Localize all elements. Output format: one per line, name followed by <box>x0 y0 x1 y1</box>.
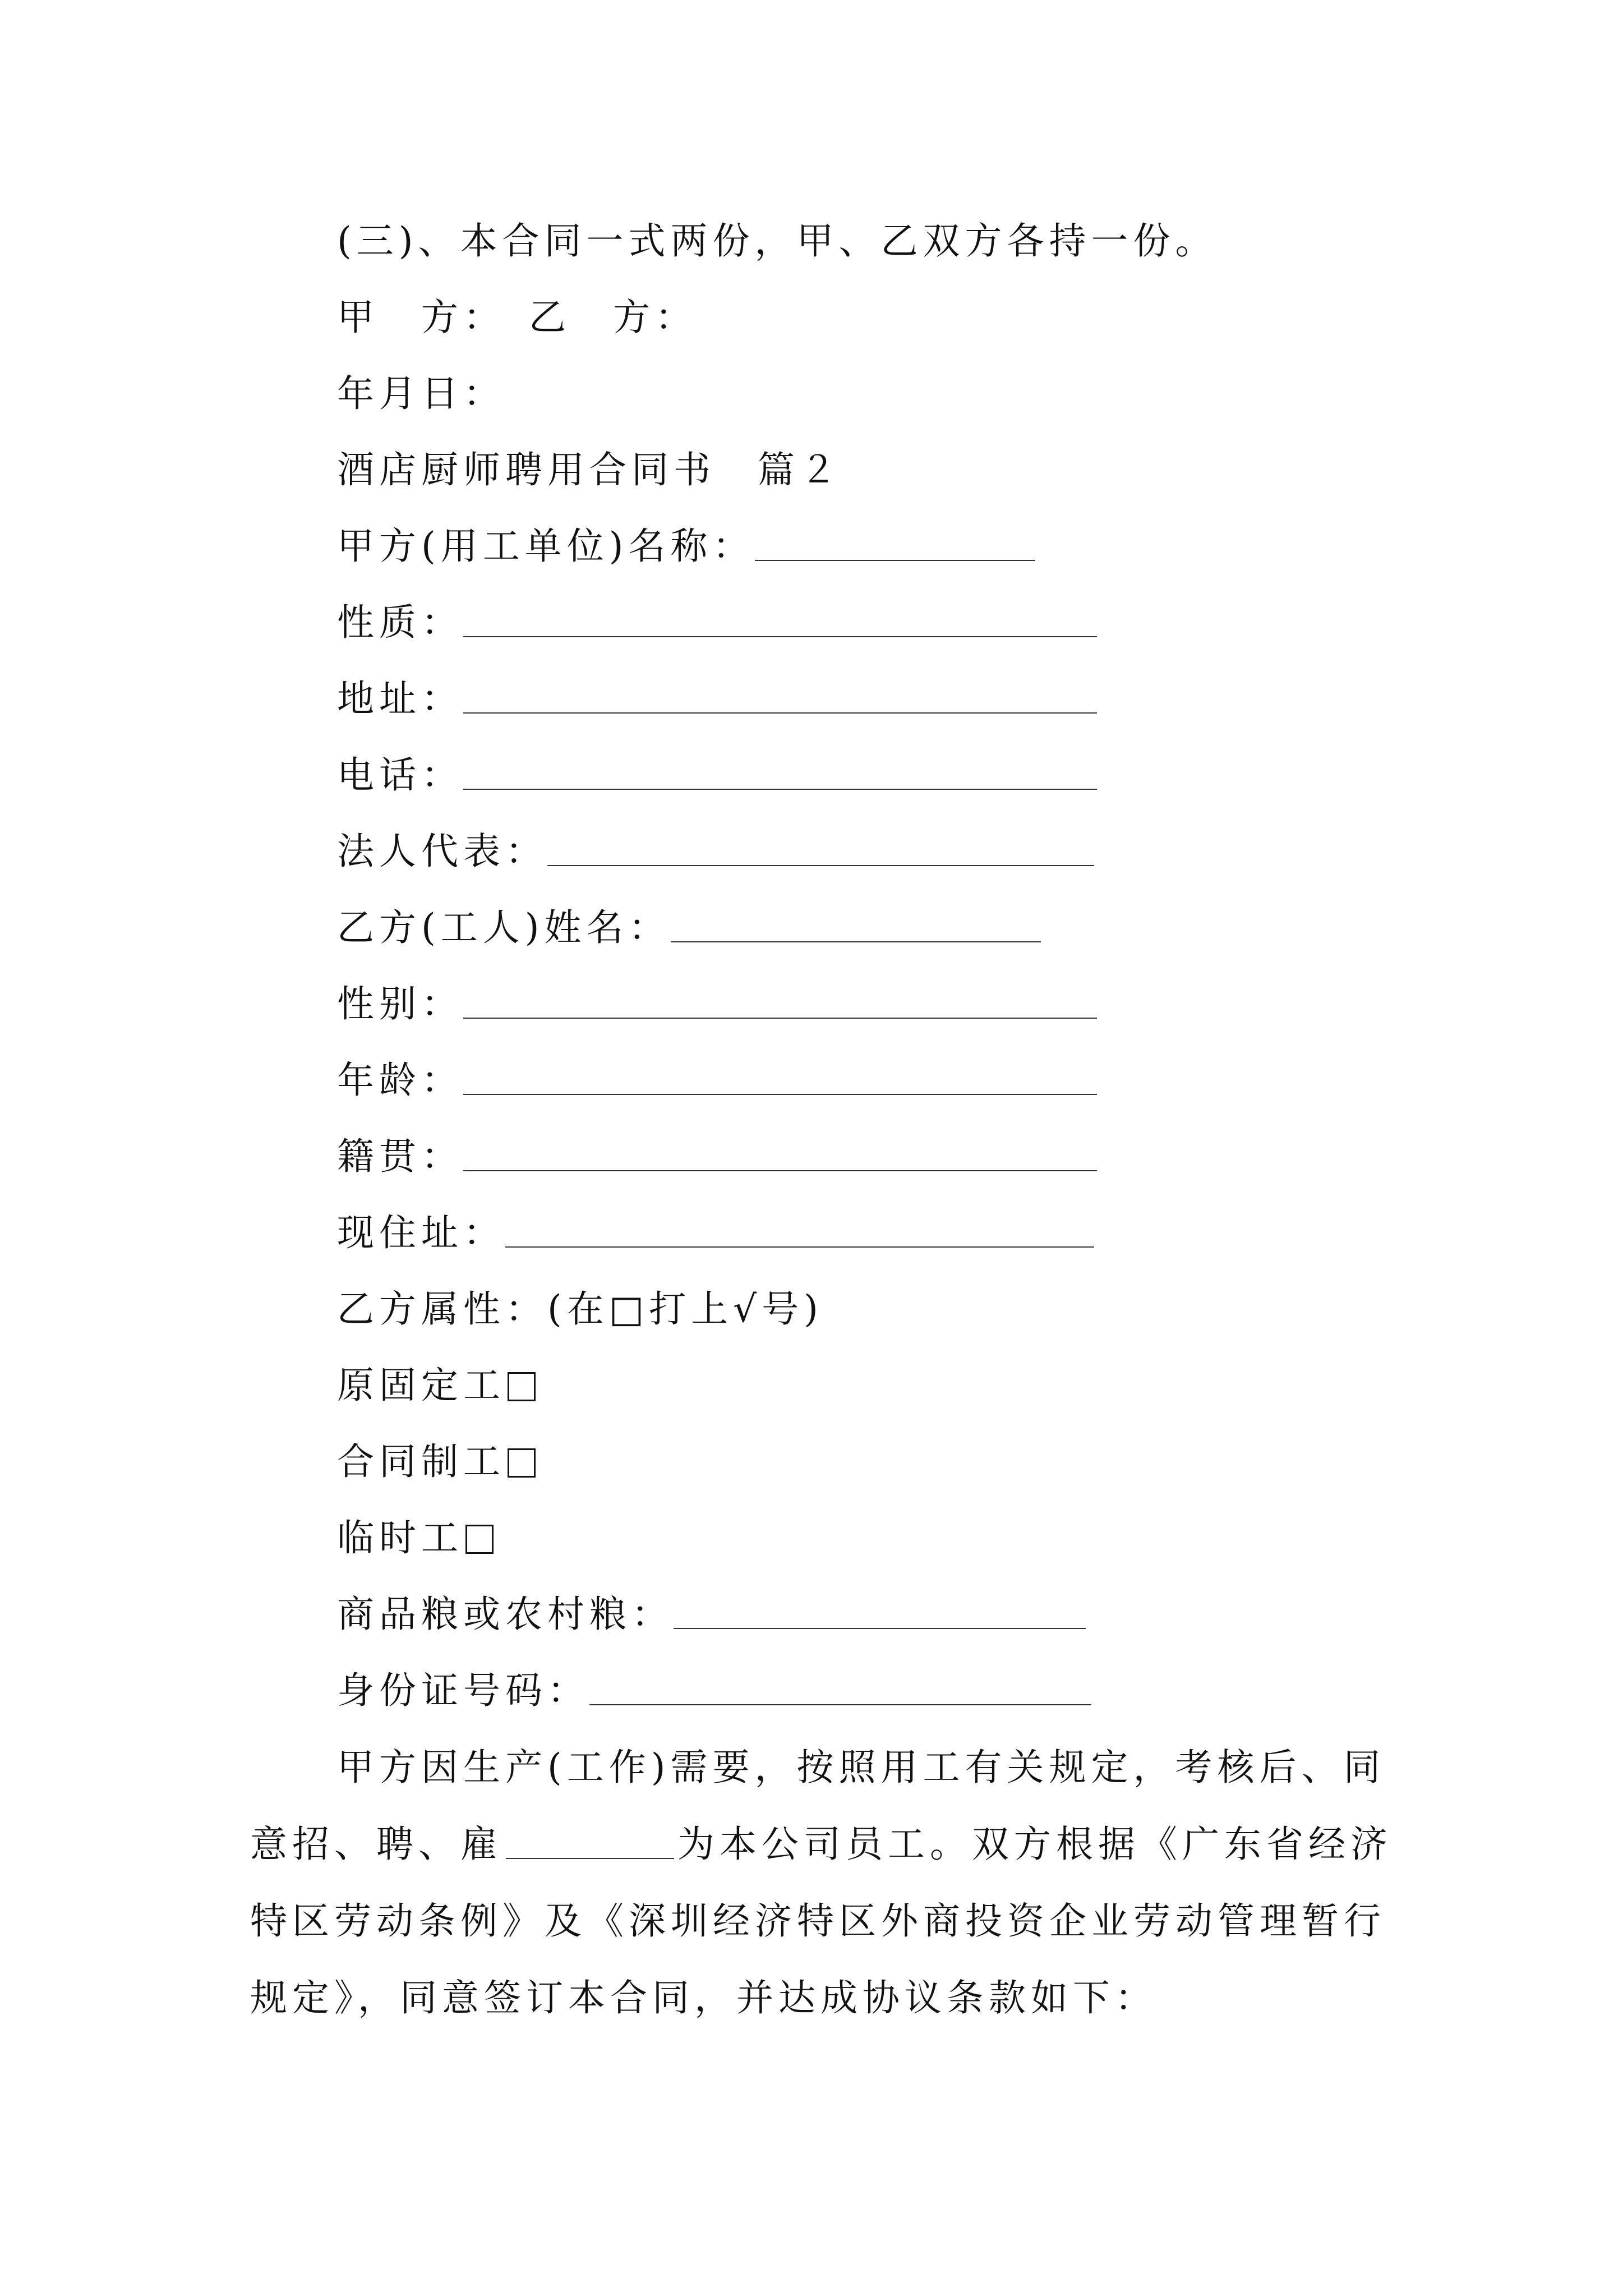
signature-date <box>337 372 505 415</box>
agreement-text-part1: 甲方因生产(工作)需要，按照用工有关规定，考核后、同意招、聘、雇 <box>250 1746 1386 1866</box>
signature-parties-text: 甲 方： 乙 方： <box>337 296 697 339</box>
option-contract-checkbox[interactable] <box>508 1448 536 1478</box>
worker-age-label: 年龄： <box>337 1059 463 1102</box>
signature-parties <box>337 296 697 339</box>
employer-nature-row <box>337 601 1097 644</box>
id-number-label: 身份证号码： <box>337 1669 589 1712</box>
worker-residence-row <box>337 1211 1094 1254</box>
worker-origin-blank[interactable] <box>463 1141 1097 1171</box>
worker-residence-blank[interactable] <box>505 1217 1094 1248</box>
employer-address-label: 地址： <box>337 677 463 720</box>
section-title-text: 酒店厨师聘用合同书 篇２ <box>337 448 842 491</box>
option-contract-label: 合同制工 <box>337 1440 505 1483</box>
employer-nature-label: 性质： <box>337 601 463 644</box>
option-contract <box>337 1440 536 1483</box>
employer-address-blank[interactable] <box>463 683 1097 714</box>
id-number-row <box>337 1669 1091 1712</box>
legal-rep-row <box>337 830 1094 873</box>
section-title <box>337 448 842 491</box>
option-permanent <box>337 1364 536 1407</box>
grain-type-label: 商品粮或农村粮： <box>337 1593 674 1636</box>
employer-phone-blank[interactable] <box>463 760 1097 790</box>
employer-name-label: 甲方(用工单位)名称： <box>337 524 755 568</box>
worker-attribute-text: 乙方属性：(在□打上√号) <box>337 1287 823 1331</box>
employer-phone-label: 电话： <box>337 753 463 797</box>
employer-name-blank[interactable] <box>755 531 1035 561</box>
worker-age-row <box>337 1059 1097 1102</box>
option-temporary <box>337 1516 494 1559</box>
worker-gender-blank[interactable] <box>463 988 1097 1019</box>
worker-name-blank[interactable] <box>671 912 1041 942</box>
grain-type-row <box>337 1593 1086 1636</box>
clause-copies <box>337 219 1218 263</box>
option-permanent-checkbox[interactable] <box>508 1372 536 1401</box>
worker-origin-label: 籍贯： <box>337 1135 463 1178</box>
option-temporary-label: 临时工 <box>337 1516 463 1559</box>
legal-rep-label: 法人代表： <box>337 830 547 873</box>
signature-date-text: 年月日： <box>337 372 505 415</box>
worker-attribute-heading <box>337 1287 823 1331</box>
employer-name-row <box>337 524 1035 568</box>
grain-type-blank[interactable] <box>674 1599 1086 1629</box>
worker-gender-row <box>337 982 1097 1025</box>
agreement-text-part2: 为本公司员工。双方根据《广东省经济特区劳动条例》及《深圳经济特区外商投资企业劳动管理暂行规定》，同意签订本合同，并达成协议条款如下： <box>250 1823 1393 2019</box>
employer-address-row <box>337 677 1097 720</box>
employer-nature-blank[interactable] <box>463 607 1097 637</box>
clause-copies-text: (三)、本合同一式两份，甲、乙双方各持一份。 <box>337 219 1218 263</box>
option-temporary-checkbox[interactable] <box>465 1525 494 1554</box>
option-permanent-label: 原固定工 <box>337 1364 505 1407</box>
employer-phone-row <box>337 753 1097 797</box>
agreement-paragraph <box>250 1729 1417 2036</box>
worker-residence-label: 现住址： <box>337 1211 505 1254</box>
worker-origin-row <box>337 1135 1097 1178</box>
legal-rep-blank[interactable] <box>547 836 1094 866</box>
worker-gender-label: 性别： <box>337 982 463 1025</box>
worker-name-label: 乙方(工人)姓名： <box>337 906 671 949</box>
hired-name-blank[interactable] <box>506 1829 674 1859</box>
id-number-blank[interactable] <box>589 1675 1091 1705</box>
worker-name-row <box>337 906 1041 949</box>
worker-age-blank[interactable] <box>463 1065 1097 1095</box>
